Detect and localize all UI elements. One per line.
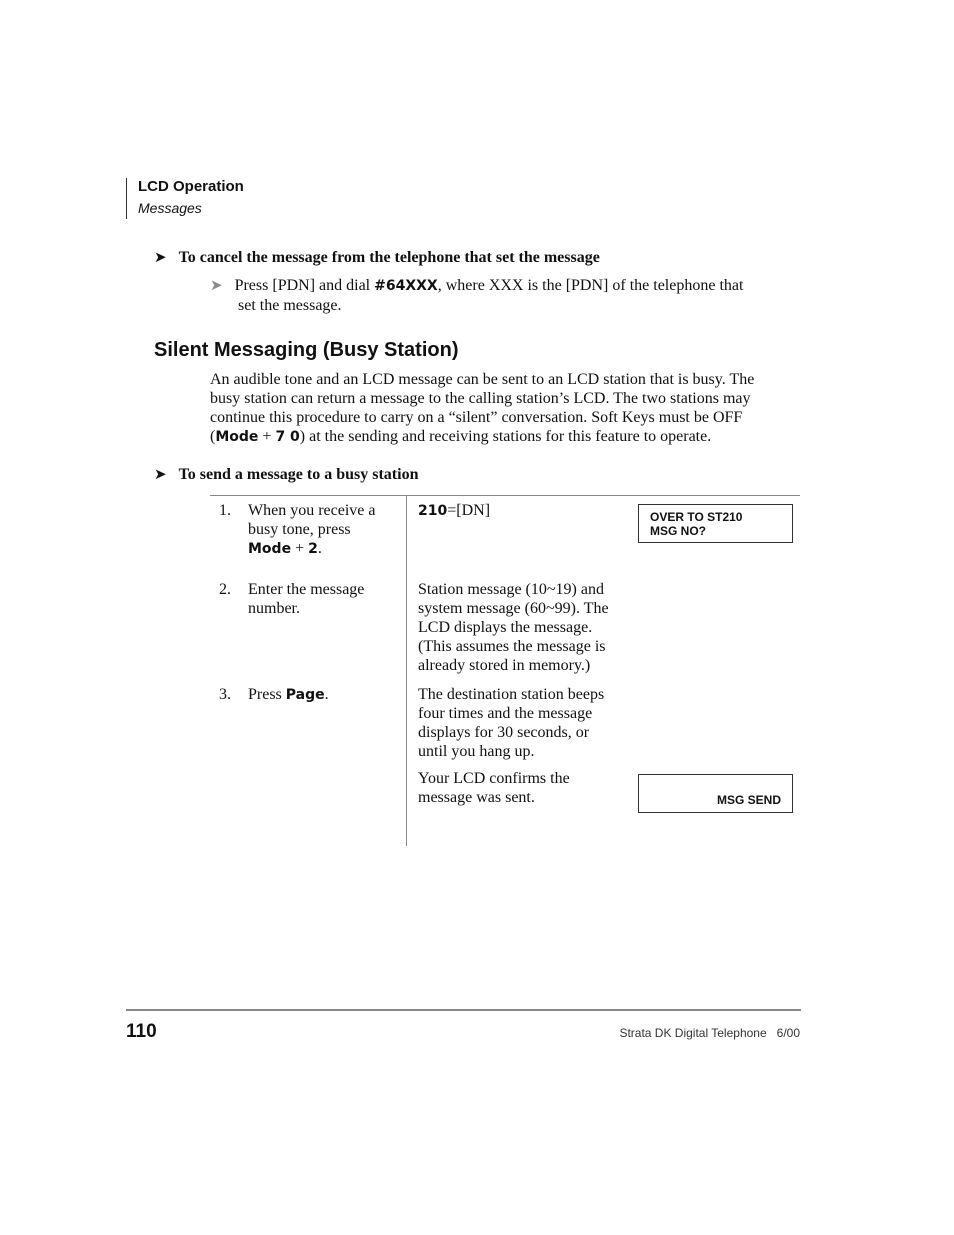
page-number: 110 xyxy=(126,1021,157,1042)
procedure-heading-cancel xyxy=(154,248,600,267)
confirm-line: Your LCD confirms the xyxy=(418,770,570,787)
procedure-title: To cancel the message from the telephone that set the message xyxy=(178,249,600,266)
plus: + xyxy=(291,540,309,557)
step-3-result xyxy=(418,685,633,761)
step-1-action xyxy=(248,501,398,559)
procedure-heading-send xyxy=(154,465,418,484)
section-title: Silent Messaging (Busy Station) xyxy=(154,339,459,361)
paragraph-line xyxy=(210,427,800,447)
dn-text: =[DN] xyxy=(447,502,491,519)
step-2-result xyxy=(418,580,633,675)
paragraph-rest: ) at the sending and receiving stations for this feature to operate. xyxy=(299,428,712,445)
procedure-arrow-icon: ➤ xyxy=(154,465,167,483)
step-text-cont: , where XXX is the [PDN] of the telephone that xyxy=(437,277,744,294)
paragraph-line: An audible tone and an LCD message can be sent to an LCD station that is busy. The xyxy=(210,371,755,388)
lcd-line: MSG SEND xyxy=(716,793,781,807)
mode-key: Mode xyxy=(248,541,292,557)
result-line: until you hang up. xyxy=(418,743,535,760)
lcd-line: MSG NO? xyxy=(650,524,706,538)
step-number: 2. xyxy=(219,581,231,598)
plus: + xyxy=(258,428,276,445)
action-line: number. xyxy=(248,600,300,617)
step-3-action xyxy=(248,685,398,705)
action-line: Enter the message xyxy=(248,581,365,598)
result-line: The destination station beeps xyxy=(418,686,605,703)
paren: ( xyxy=(210,428,216,445)
period: . xyxy=(317,540,322,557)
lcd-line: OVER TO ST210 xyxy=(650,510,743,524)
procedure-step xyxy=(210,275,800,316)
table-column-divider xyxy=(406,496,407,846)
paragraph-line: busy station can return a message to the calling station’s LCD. The two stations may xyxy=(210,390,751,407)
result-line: (This assumes the message is xyxy=(418,638,606,655)
mode-key: Mode xyxy=(215,429,259,445)
action-line xyxy=(248,539,398,559)
action-line: When you receive a xyxy=(248,502,376,519)
procedure-title: To send a message to a busy station xyxy=(178,466,419,483)
step-text: Press [PDN] and dial xyxy=(234,277,375,294)
dial-code-key: #64XXX xyxy=(374,278,438,294)
step-text-line2: set the message. xyxy=(238,297,342,314)
step-arrow-icon: ➤ xyxy=(210,276,223,294)
result-line: already stored in memory.) xyxy=(418,657,591,674)
step-number: 1. xyxy=(219,502,231,519)
step-number: 3. xyxy=(219,686,231,703)
feature-code-key: 210 xyxy=(418,503,448,519)
lcd-display-msg-send xyxy=(638,774,793,813)
result-line: four times and the message xyxy=(418,705,593,722)
lcd-display-over-to xyxy=(638,504,793,543)
action-text: Press xyxy=(248,686,286,703)
result-line: Station message (10~19) and xyxy=(418,581,604,598)
header-subsection: Messages xyxy=(138,200,202,216)
step-3-confirm xyxy=(418,769,633,807)
step-1-result xyxy=(418,501,490,521)
paragraph-line: continue this procedure to carry on a “silent” conversation. Soft Keys must be OFF xyxy=(210,409,743,426)
result-line: system message (60~99). The xyxy=(418,600,609,617)
procedure-arrow-icon: ➤ xyxy=(154,248,167,266)
digit-key: 2 xyxy=(308,541,318,557)
footer-rule xyxy=(126,1009,801,1011)
table-top-rule xyxy=(210,495,800,496)
section-paragraph xyxy=(210,370,800,447)
period: . xyxy=(324,686,329,703)
result-line: displays for 30 seconds, or xyxy=(418,724,590,741)
page-key: Page xyxy=(285,687,325,703)
header-rule xyxy=(126,178,127,219)
digit-keys: 7 0 xyxy=(275,429,300,445)
result-line: LCD displays the message. xyxy=(418,619,593,636)
document-title: Strata DK Digital Telephone 6/00 xyxy=(619,1026,800,1040)
step-2-action xyxy=(248,580,398,618)
action-line: busy tone, press xyxy=(248,521,351,538)
header-section-title: LCD Operation xyxy=(138,178,244,195)
confirm-line: message was sent. xyxy=(418,789,535,806)
